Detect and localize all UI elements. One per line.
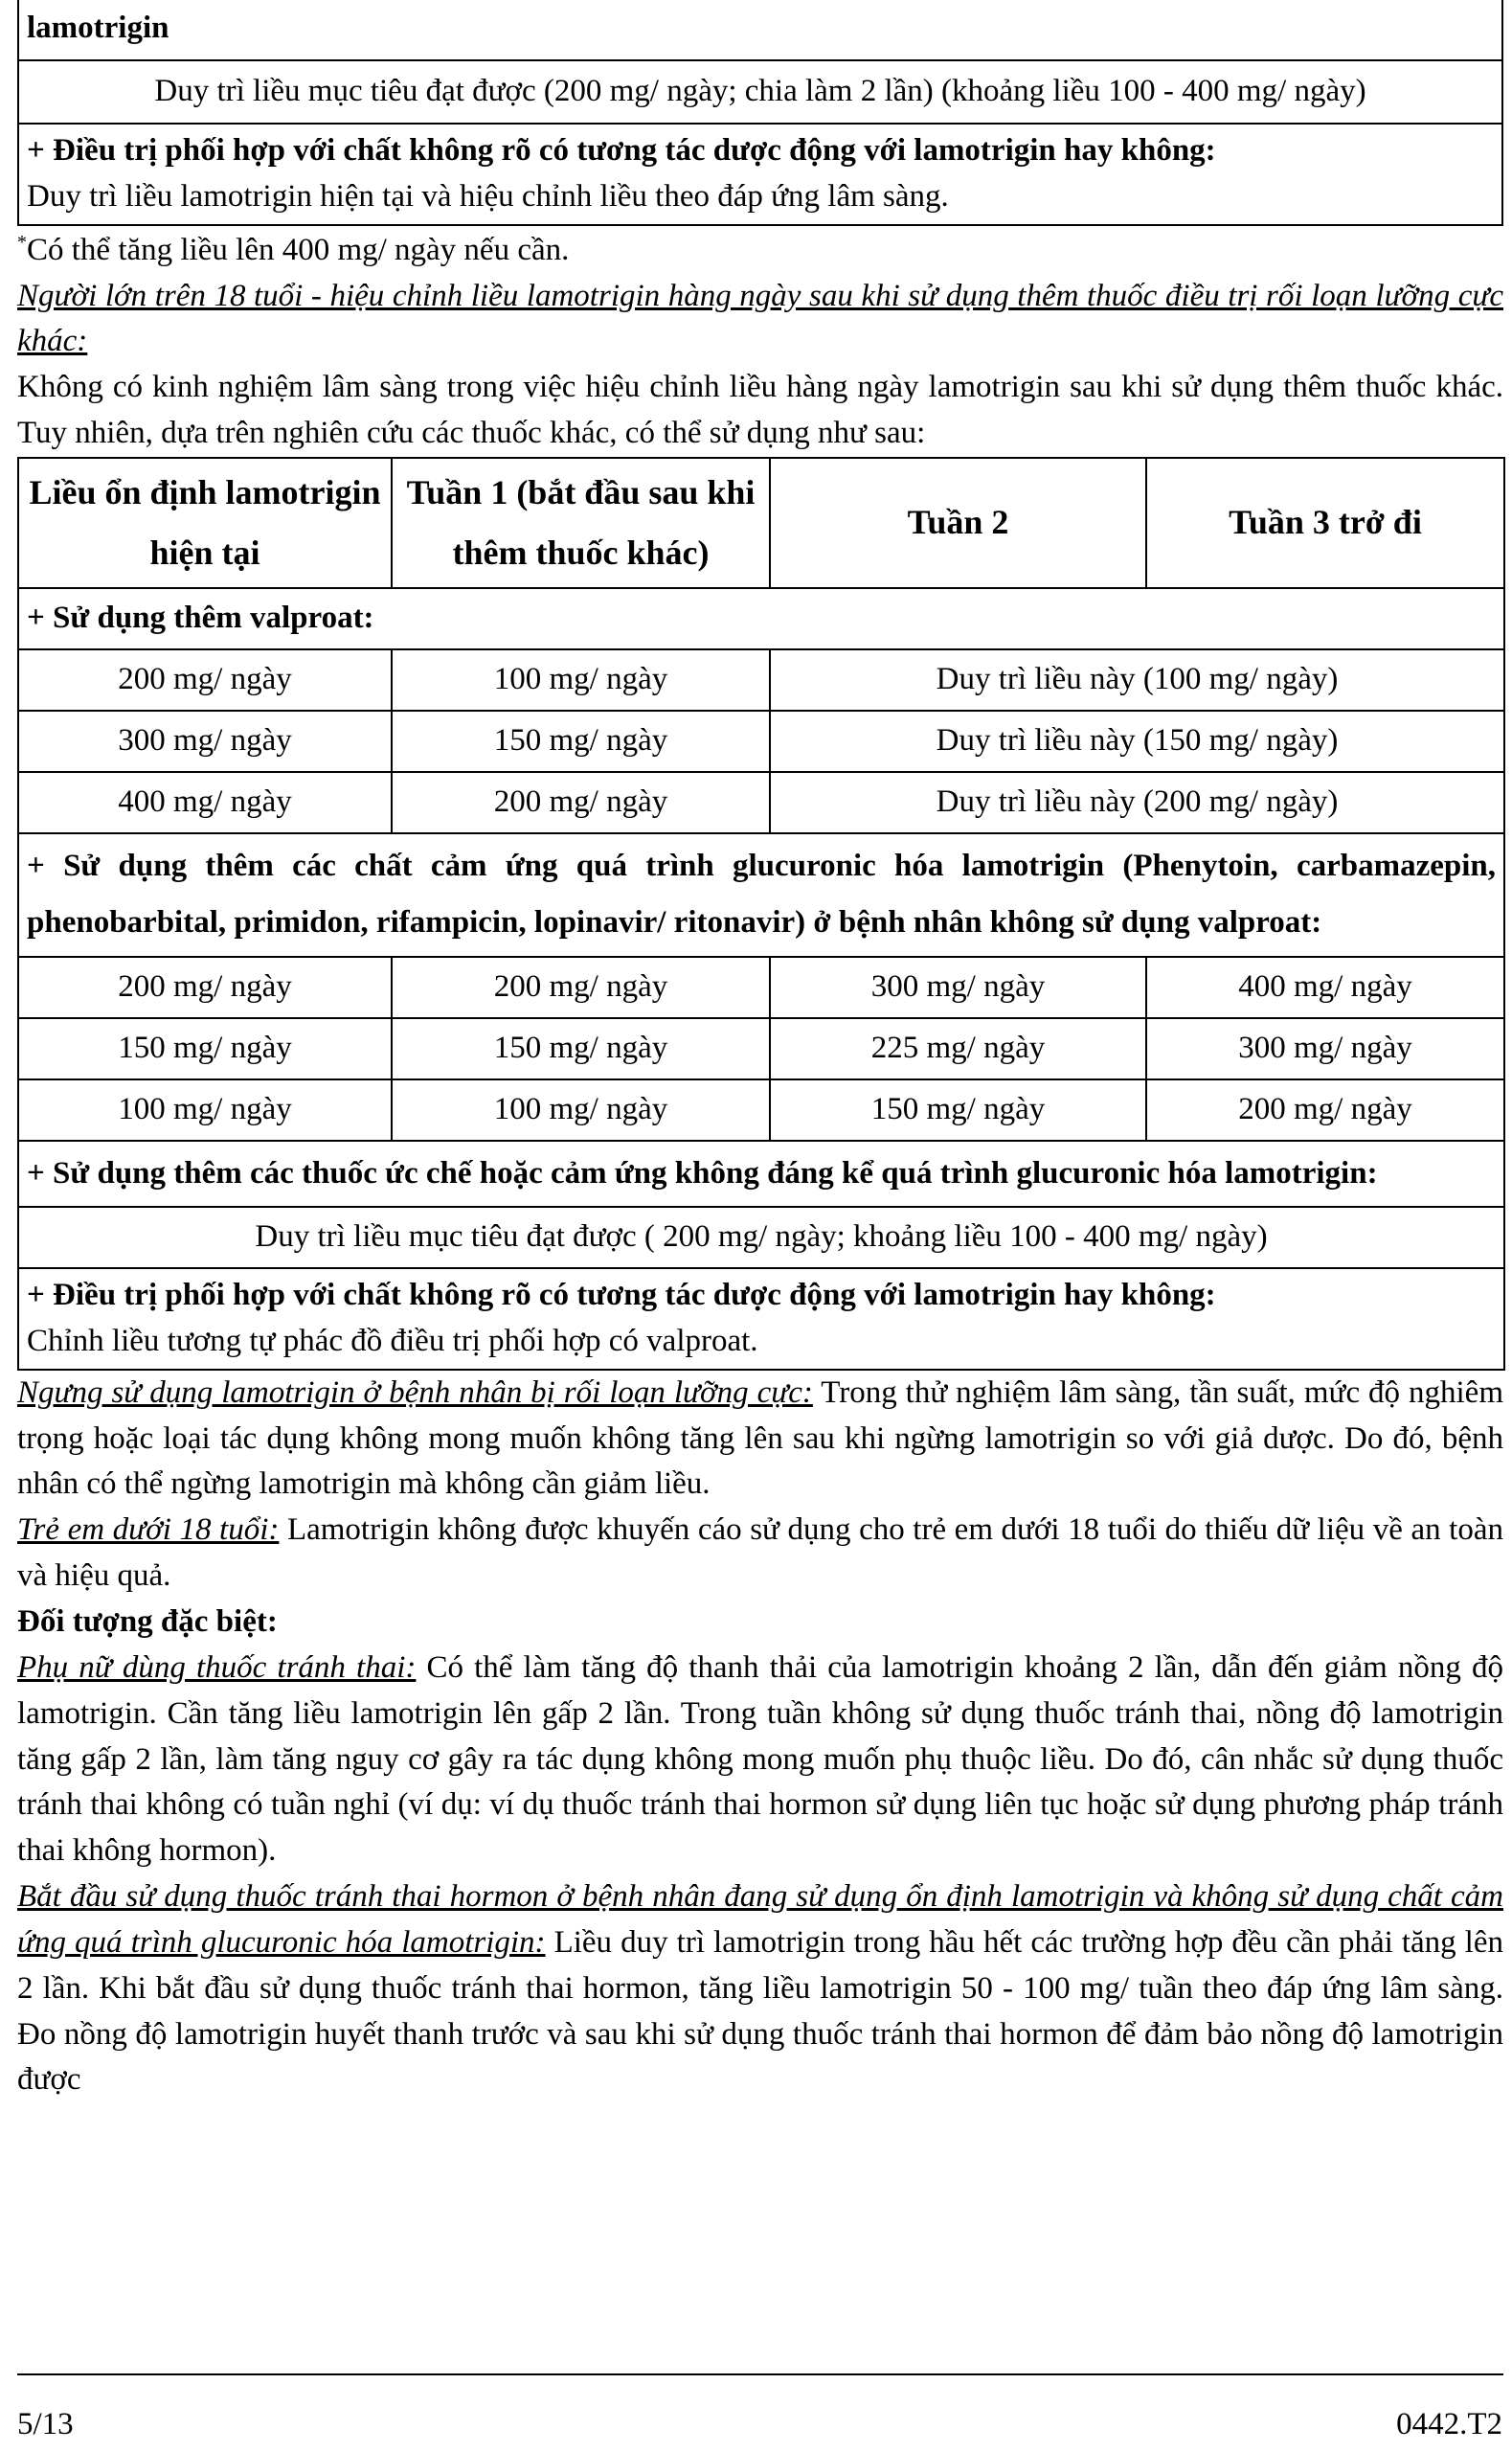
header-week2: Tuần 2 (770, 458, 1146, 588)
top-table (17, 0, 1503, 226)
maintain-dose-text: Duy trì liều mục tiêu đạt được (200 mg/ ngày; chia làm 2 lần) (khoảng liều 100 - 400 mg/ ngày) (18, 60, 1502, 124)
stop-label: Ngưng sử dụng lamotrigin ở bệnh nhân bị rối loạn lưỡng cực: (17, 1374, 813, 1410)
adult-adjust-text: Không có kinh nghiệm lâm sàng trong việc hiệu chỉnh liều hàng ngày lamotrigin sau khi sử dụng thêm thuốc khác. Tuy nhiên, dựa trên nghiên cứu các thuốc khác, có thể sử dụng như sau: (17, 370, 1503, 451)
inducer-heading: + Sử dụng thêm các chất cảm ứng quá trình glucuronic hóa lamotrigin (Phenytoin, carbamazepin, phenobarbital, primidon, rifampicin, lopinavir/ ritonavir) ở bệnh nhân không sử dụng valproat: (18, 833, 1504, 957)
unknown-interaction-heading: + Điều trị phối hợp với chất không rõ có tương tác dược động với lamotrigin hay không: (27, 133, 1216, 168)
table-cell: 300 mg/ ngày (18, 711, 392, 772)
table-cell: 200 mg/ ngày (18, 649, 392, 711)
document-body (17, 0, 1503, 2103)
document-code: 0442.T2 (1396, 2407, 1502, 2441)
table-cell: Duy trì liều này (100 mg/ ngày) (770, 649, 1504, 711)
footnote (17, 228, 1503, 274)
footer-divider (17, 2373, 1503, 2375)
special-heading: Đối tượng đặc biệt: (17, 1603, 278, 1639)
table-cell: 200 mg/ ngày (1146, 1079, 1504, 1141)
contraceptive-paragraph (17, 1646, 1503, 1874)
child-paragraph (17, 1508, 1503, 1600)
noninducer-heading: + Sử dụng thêm các thuốc ức chế hoặc cảm ứng không đáng kể quá trình glucuronic hóa lamotrigin: (18, 1141, 1504, 1207)
table-row (18, 649, 1504, 711)
table-cell: 150 mg/ ngày (770, 1079, 1146, 1141)
table-row (18, 957, 1504, 1018)
stop-paragraph (17, 1371, 1503, 1509)
table-row (18, 711, 1504, 772)
table-cell: 150 mg/ ngày (392, 711, 770, 772)
table-cell: 150 mg/ ngày (392, 1018, 770, 1079)
unknown-heading: + Điều trị phối hợp với chất không rõ có tương tác dược động với lamotrigin hay không: (27, 1278, 1216, 1313)
table-cell: Duy trì liều này (150 mg/ ngày) (770, 711, 1504, 772)
table-row (18, 772, 1504, 833)
unknown-text: Chỉnh liều tương tự phác đồ điều trị phối hợp có valproat. (27, 1323, 758, 1358)
child-text: Lamotrigin không được khuyến cáo sử dụng cho trẻ em dưới 18 tuổi do thiếu dữ liệu về an toàn và hiệu quả. (17, 1512, 1503, 1594)
header-week3: Tuần 3 trở đi (1146, 458, 1504, 588)
table-row (18, 1079, 1504, 1141)
header-week1: Tuần 1 (bắt đầu sau khi thêm thuốc khác) (392, 458, 770, 588)
table-cell: 300 mg/ ngày (1146, 1018, 1504, 1079)
table-cell: 200 mg/ ngày (18, 957, 392, 1018)
stop-text: Trong thử nghiệm lâm sàng, tần suất, mức độ nghiêm trọng hoặc loại tác dụng không mong muốn không tăng lên sau khi ngừng lamotrigin so với giả dược. Do đó, bệnh nhân có thể ngừng lamotrigin mà không cần giảm liều. (17, 1374, 1503, 1502)
table-cell: 400 mg/ ngày (1146, 957, 1504, 1018)
header-current-dose: Liều ổn định lamotrigin hiện tại (18, 458, 392, 588)
contraceptive-label: Phụ nữ dùng thuốc tránh thai: (17, 1649, 417, 1685)
unknown-interaction-text: Duy trì liều lamotrigin hiện tại và hiệu chỉnh liều theo đáp ứng lâm sàng. (27, 178, 949, 214)
start-hormone-label: Bắt đầu sử dụng thuốc tránh thai hormon ở bệnh nhân đang sử dụng ổn định lamotrigin và không sử dụng chất cảm ứng quá trình glucuronic hóa lamotrigin: (17, 1879, 1503, 1960)
valproate-heading: + Sử dụng thêm valproat: (18, 588, 1504, 649)
table-cell: 100 mg/ ngày (392, 1079, 770, 1141)
table-cell: 150 mg/ ngày (18, 1018, 392, 1079)
noninducer-text: Duy trì liều mục tiêu đạt được ( 200 mg/ ngày; khoảng liều 100 - 400 mg/ ngày) (18, 1207, 1504, 1268)
page-number: 5/13 (17, 2407, 74, 2441)
table-cell: 200 mg/ ngày (392, 772, 770, 833)
start-hormone-text: Liều duy trì lamotrigin trong hầu hết các trường hợp đều cần phải tăng lên 2 lần. Khi bắt đầu sử dụng thuốc tránh thai hormon, tăng liều lamotrigin 50 - 100 mg/ tuần theo đáp ứng lâm sàng. Đo nồng độ lamotrigin huyết thanh trước và sau khi sử dụng thuốc tránh thai hormon để đảm bảo nồng độ lamotrigin được (17, 1924, 1503, 2098)
table-cell: 225 mg/ ngày (770, 1018, 1146, 1079)
footnote-text: Có thể tăng liều lên 400 mg/ ngày nếu cần. (27, 232, 570, 267)
footnote-mark: * (17, 231, 27, 253)
child-label: Trẻ em dưới 18 tuổi: (17, 1512, 280, 1548)
table-cell: 400 mg/ ngày (18, 772, 392, 833)
adult-adjust-heading: Người lớn trên 18 tuổi - hiệu chỉnh liều lamotrigin hàng ngày sau khi sử dụng thêm thuốc điều trị rối loạn lưỡng cực khác: (17, 278, 1503, 359)
table-cell: 100 mg/ ngày (392, 649, 770, 711)
table-cell: Duy trì liều này (200 mg/ ngày) (770, 772, 1504, 833)
table-cell: 200 mg/ ngày (392, 957, 770, 1018)
start-hormone-paragraph (17, 1874, 1503, 2103)
top-table-title: lamotrigin (18, 0, 1502, 60)
table-cell: 300 mg/ ngày (770, 957, 1146, 1018)
table-cell: 100 mg/ ngày (18, 1079, 392, 1141)
table-row (18, 1018, 1504, 1079)
contraceptive-text: Có thể làm tăng độ thanh thải của lamotrigin khoảng 2 lần, dẫn đến giảm nồng độ lamotrigin. Cần tăng liều lamotrigin lên gấp 2 lần. Trong tuần không sử dụng thuốc tránh thai, nồng độ lamotrigin tăng gấp 2 lần, làm tăng nguy cơ gây ra tác dụng không mong muốn phụ thuộc liều. Do đó, cân nhắc sử dụng thuốc tránh thai không có tuần nghỉ (ví dụ: ví dụ thuốc tránh thai hormon sử dụng liên tục hoặc sử dụng phương pháp tránh thai không hormon). (17, 1649, 1504, 1869)
dose-table (17, 457, 1505, 1371)
